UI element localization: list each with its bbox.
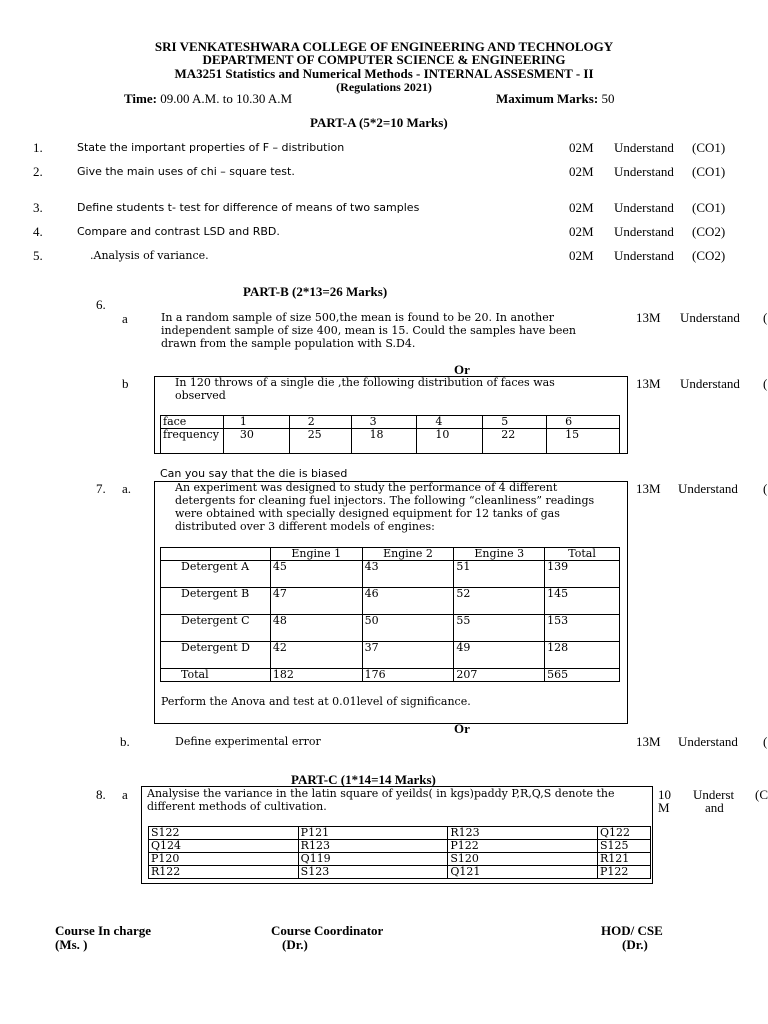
table-cell: 207 bbox=[454, 669, 545, 682]
question-8a-label: a bbox=[122, 787, 128, 802]
question-8a-level-line2: and bbox=[705, 800, 724, 815]
question-8-number: 8. bbox=[96, 787, 106, 802]
table-header-cell: Engine 3 bbox=[454, 548, 545, 561]
table-cell: 3 bbox=[351, 416, 417, 429]
table-cell: 153 bbox=[545, 615, 620, 642]
question-6b-level: Understand bbox=[680, 376, 740, 391]
table-row bbox=[149, 840, 651, 853]
table-cell: Detergent A bbox=[161, 561, 271, 588]
table-cell: 139 bbox=[545, 561, 620, 588]
question-6a-level: Understand bbox=[680, 310, 740, 325]
question-8a-marks-line1: 10 bbox=[658, 787, 671, 802]
question-6b-text: In 120 throws of a single die ,the following distribution of faces was observed bbox=[175, 376, 555, 402]
question-text: Define students t- test for difference of means of two samples bbox=[77, 201, 420, 214]
table-cell: Detergent B bbox=[161, 588, 271, 615]
table-cell: R123 bbox=[298, 840, 448, 853]
or-divider-2: Or bbox=[454, 721, 470, 736]
table-cell: S122 bbox=[149, 827, 299, 840]
maximum-marks bbox=[496, 91, 614, 107]
table-row bbox=[161, 561, 620, 588]
table-row bbox=[161, 615, 620, 642]
question-7a-text: An experiment was designed to study the performance of 4 different detergents for cleaning fuel injectors. The following “cleanliness” readings were obtained with specially designed equipment for 12 tanks of gas distributed over 3 different models of engines: bbox=[175, 481, 595, 533]
question-6a-text: In a random sample of size 500,the mean is found to be 20. In another independent sample of size 400, mean is 15. Could the samples have been drawn from the sample population with S.D4. bbox=[161, 311, 576, 350]
time-value: 09.00 A.M. to 10.30 A.M bbox=[160, 91, 293, 106]
table-cell: 15 bbox=[547, 429, 620, 454]
or-divider-1: Or bbox=[454, 362, 470, 377]
table-row bbox=[149, 866, 651, 879]
question-6b-question: Can you say that the die is biased bbox=[160, 467, 348, 480]
table-row bbox=[161, 429, 620, 454]
table-cell: 128 bbox=[545, 642, 620, 669]
question-text: .Analysis of variance. bbox=[90, 249, 209, 262]
hod-name: (Dr.) bbox=[622, 937, 648, 952]
marks-label: Maximum Marks: bbox=[496, 91, 599, 106]
table-cell: 30 bbox=[223, 429, 289, 454]
table-cell: face bbox=[161, 416, 224, 429]
question-marks: 02M bbox=[569, 164, 594, 179]
table-cell: R123 bbox=[448, 827, 598, 840]
course-incharge-name: (Ms. ) bbox=[55, 937, 88, 952]
table-cell: 45 bbox=[270, 561, 362, 588]
question-level: Understand bbox=[614, 224, 674, 239]
exam-title: MA3251 Statistics and Numerical Methods - INTERNAL ASSESMENT - II bbox=[174, 66, 594, 81]
question-7b-co: ( bbox=[763, 734, 768, 749]
marks-value: 50 bbox=[601, 91, 615, 106]
table-cell: 182 bbox=[270, 669, 362, 682]
question-6-number: 6. bbox=[96, 297, 106, 312]
table-cell: P122 bbox=[598, 866, 651, 879]
question-co: (CO1) bbox=[692, 140, 726, 155]
table-cell: Detergent D bbox=[161, 642, 271, 669]
table-header-cell: Engine 1 bbox=[270, 548, 362, 561]
table-cell: 50 bbox=[362, 615, 454, 642]
table-cell: 43 bbox=[362, 561, 454, 588]
question-8a-level-line1: Underst bbox=[693, 787, 735, 802]
question-7-number: 7. bbox=[96, 481, 106, 496]
question-7b-text: Define experimental error bbox=[175, 735, 321, 748]
table-cell: 5 bbox=[483, 416, 547, 429]
question-text: State the important properties of F – distribution bbox=[77, 141, 345, 154]
question-7b-level: Understand bbox=[678, 734, 738, 749]
part-a-title: PART-A (5*2=10 Marks) bbox=[310, 115, 448, 130]
question-level: Understand bbox=[614, 248, 674, 263]
question-text: Give the main uses of chi – square test. bbox=[77, 165, 295, 178]
hod-label: HOD/ CSE bbox=[601, 923, 663, 938]
part-b-title: PART-B (2*13=26 Marks) bbox=[243, 284, 388, 299]
question-level: Understand bbox=[614, 200, 674, 215]
question-6a-co: ( bbox=[763, 310, 768, 325]
question-6a-label: a bbox=[122, 311, 128, 326]
question-number: 4. bbox=[33, 224, 43, 239]
regulations: (Regulations 2021) bbox=[336, 80, 432, 94]
table-row bbox=[149, 827, 651, 840]
table-cell: 22 bbox=[483, 429, 547, 454]
course-coordinator-name: (Dr.) bbox=[282, 937, 308, 952]
course-incharge-label: Course In charge bbox=[55, 923, 152, 938]
table-row bbox=[149, 853, 651, 866]
question-number: 1. bbox=[33, 140, 43, 155]
table-cell: S125 bbox=[598, 840, 651, 853]
question-level: Understand bbox=[614, 164, 674, 179]
question-6b-label: b bbox=[122, 376, 129, 391]
part-c-title: PART-C (1*14=14 Marks) bbox=[291, 772, 436, 787]
course-coordinator-label: Course Coordinator bbox=[271, 923, 384, 938]
table-cell: R121 bbox=[598, 853, 651, 866]
table-header-cell: Engine 2 bbox=[362, 548, 454, 561]
table-cell: 52 bbox=[454, 588, 545, 615]
table-cell: 46 bbox=[362, 588, 454, 615]
question-co: (CO1) bbox=[692, 164, 726, 179]
table-row bbox=[161, 588, 620, 615]
table-cell: 176 bbox=[362, 669, 454, 682]
question-marks: 02M bbox=[569, 224, 594, 239]
table-header-cell: Total bbox=[545, 548, 620, 561]
table-cell: Detergent C bbox=[161, 615, 271, 642]
question-8a-marks-line2: M bbox=[658, 800, 670, 815]
time-label: Time: bbox=[124, 91, 157, 106]
table-row bbox=[161, 669, 620, 682]
table-cell: S123 bbox=[298, 866, 448, 879]
question-marks: 02M bbox=[569, 200, 594, 215]
table-cell: Q119 bbox=[298, 853, 448, 866]
table-cell: frequency bbox=[161, 429, 224, 454]
department-name: DEPARTMENT OF COMPUTER SCIENCE & ENGINEERING bbox=[202, 52, 566, 67]
question-co: (CO1) bbox=[692, 200, 726, 215]
table-cell: 48 bbox=[270, 615, 362, 642]
detergent-anova-table bbox=[160, 547, 620, 682]
question-7a-co: ( bbox=[763, 481, 768, 496]
table-cell: Q124 bbox=[149, 840, 299, 853]
question-co: (CO2) bbox=[692, 224, 726, 239]
question-6b-co: ( bbox=[763, 376, 768, 391]
latin-square-table bbox=[148, 826, 651, 879]
question-7a-label: a. bbox=[122, 481, 132, 496]
table-cell: 55 bbox=[454, 615, 545, 642]
table-cell: 1 bbox=[223, 416, 289, 429]
table-cell: 4 bbox=[417, 416, 483, 429]
question-7a-question: Perform the Anova and test at 0.01level of significance. bbox=[161, 695, 471, 708]
table-cell: P120 bbox=[149, 853, 299, 866]
question-8a-co: (C bbox=[755, 787, 768, 802]
table-cell: P122 bbox=[448, 840, 598, 853]
table-header-row bbox=[161, 548, 620, 561]
question-7b-marks: 13M bbox=[636, 734, 661, 749]
table-cell: Total bbox=[161, 669, 271, 682]
question-6b-marks: 13M bbox=[636, 376, 661, 391]
table-cell: 25 bbox=[289, 429, 351, 454]
question-number: 3. bbox=[33, 200, 43, 215]
question-7a-level: Understand bbox=[678, 481, 738, 496]
die-distribution-table bbox=[160, 415, 620, 454]
question-number: 5. bbox=[33, 248, 43, 263]
table-cell: 42 bbox=[270, 642, 362, 669]
question-8a-text: Analysise the variance in the latin square of yeilds( in kgs)paddy P,R,Q,S denote the different methods of cultivation. bbox=[147, 787, 615, 813]
question-marks: 02M bbox=[569, 248, 594, 263]
table-cell: 47 bbox=[270, 588, 362, 615]
table-cell: R122 bbox=[149, 866, 299, 879]
table-cell: 6 bbox=[547, 416, 620, 429]
table-row bbox=[161, 642, 620, 669]
question-7a-marks: 13M bbox=[636, 481, 661, 496]
question-number: 2. bbox=[33, 164, 43, 179]
table-cell: P121 bbox=[298, 827, 448, 840]
question-7b-label: b. bbox=[120, 734, 130, 749]
question-co: (CO2) bbox=[692, 248, 726, 263]
table-cell: Q122 bbox=[598, 827, 651, 840]
table-cell: 145 bbox=[545, 588, 620, 615]
table-cell: 10 bbox=[417, 429, 483, 454]
exam-time bbox=[124, 91, 292, 107]
question-level: Understand bbox=[614, 140, 674, 155]
table-cell: 565 bbox=[545, 669, 620, 682]
question-text: Compare and contrast LSD and RBD. bbox=[77, 225, 280, 238]
table-cell: 18 bbox=[351, 429, 417, 454]
question-6a-marks: 13M bbox=[636, 310, 661, 325]
table-cell: 49 bbox=[454, 642, 545, 669]
table-cell: Q121 bbox=[448, 866, 598, 879]
table-cell: 2 bbox=[289, 416, 351, 429]
table-cell: 37 bbox=[362, 642, 454, 669]
college-name: SRI VENKATESHWARA COLLEGE OF ENGINEERING AND TECHNOLOGY bbox=[154, 39, 614, 54]
question-marks: 02M bbox=[569, 140, 594, 155]
table-row bbox=[161, 416, 620, 429]
table-cell: 51 bbox=[454, 561, 545, 588]
table-header-cell bbox=[161, 548, 271, 561]
table-cell: S120 bbox=[448, 853, 598, 866]
